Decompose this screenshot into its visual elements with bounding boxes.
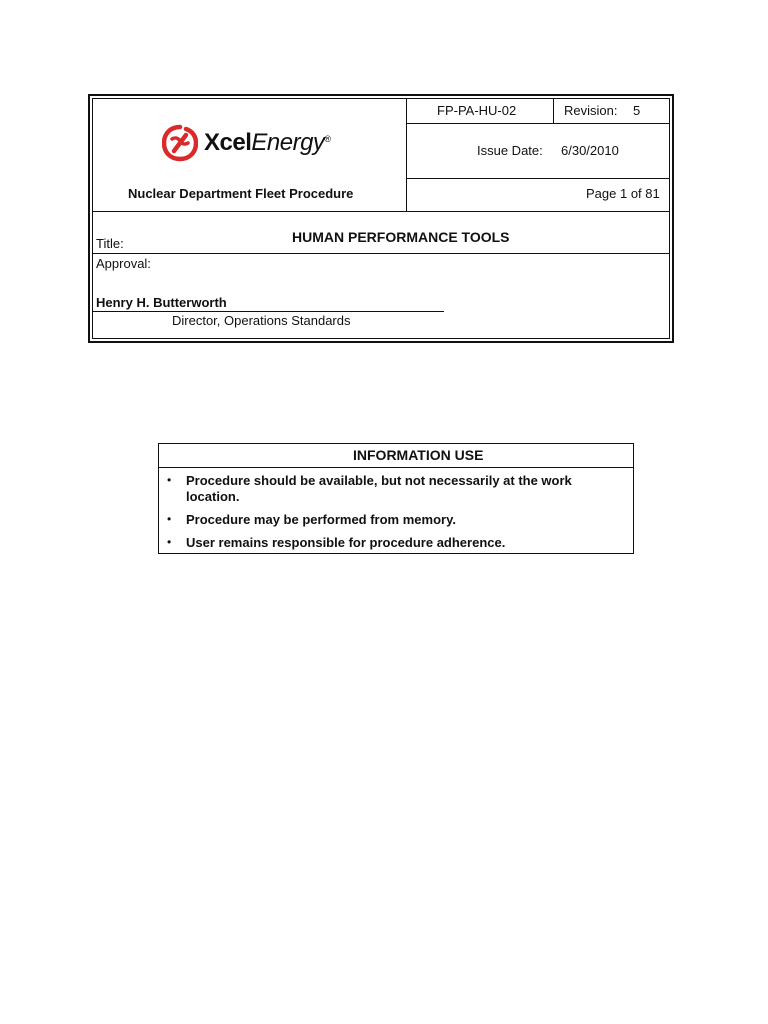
issue-date-value: 6/30/2010 <box>561 143 619 158</box>
document-title: HUMAN PERFORMANCE TOOLS <box>292 229 510 245</box>
title-label: Title: <box>96 236 124 251</box>
grid-line <box>92 253 670 254</box>
bullet-icon: • <box>167 473 172 487</box>
department-name: Nuclear Department Fleet Procedure <box>128 186 354 201</box>
info-box-divider <box>158 467 634 468</box>
xcel-swirl-icon <box>162 124 198 162</box>
logo-wordmark: XcelEnergy® <box>204 129 331 156</box>
grid-line <box>406 98 407 211</box>
bullet-icon: • <box>167 512 172 526</box>
revision-value: 5 <box>633 103 641 118</box>
issue-date-label: Issue Date: <box>477 143 543 158</box>
grid-line <box>406 178 670 179</box>
company-logo <box>162 124 342 164</box>
page-number: Page 1 of 81 <box>586 186 660 201</box>
approver-name: Henry H. Butterworth <box>96 295 227 310</box>
doc-number: FP-PA-HU-02 <box>437 103 517 118</box>
information-use-heading: INFORMATION USE <box>353 447 484 463</box>
approval-label: Approval: <box>96 256 151 271</box>
signature-line <box>92 311 444 312</box>
approver-role: Director, Operations Standards <box>172 313 351 328</box>
bullet-icon: • <box>167 535 172 549</box>
grid-line <box>92 211 670 212</box>
grid-line <box>406 123 670 124</box>
grid-line <box>553 98 554 123</box>
revision-label: Revision: <box>564 103 618 118</box>
